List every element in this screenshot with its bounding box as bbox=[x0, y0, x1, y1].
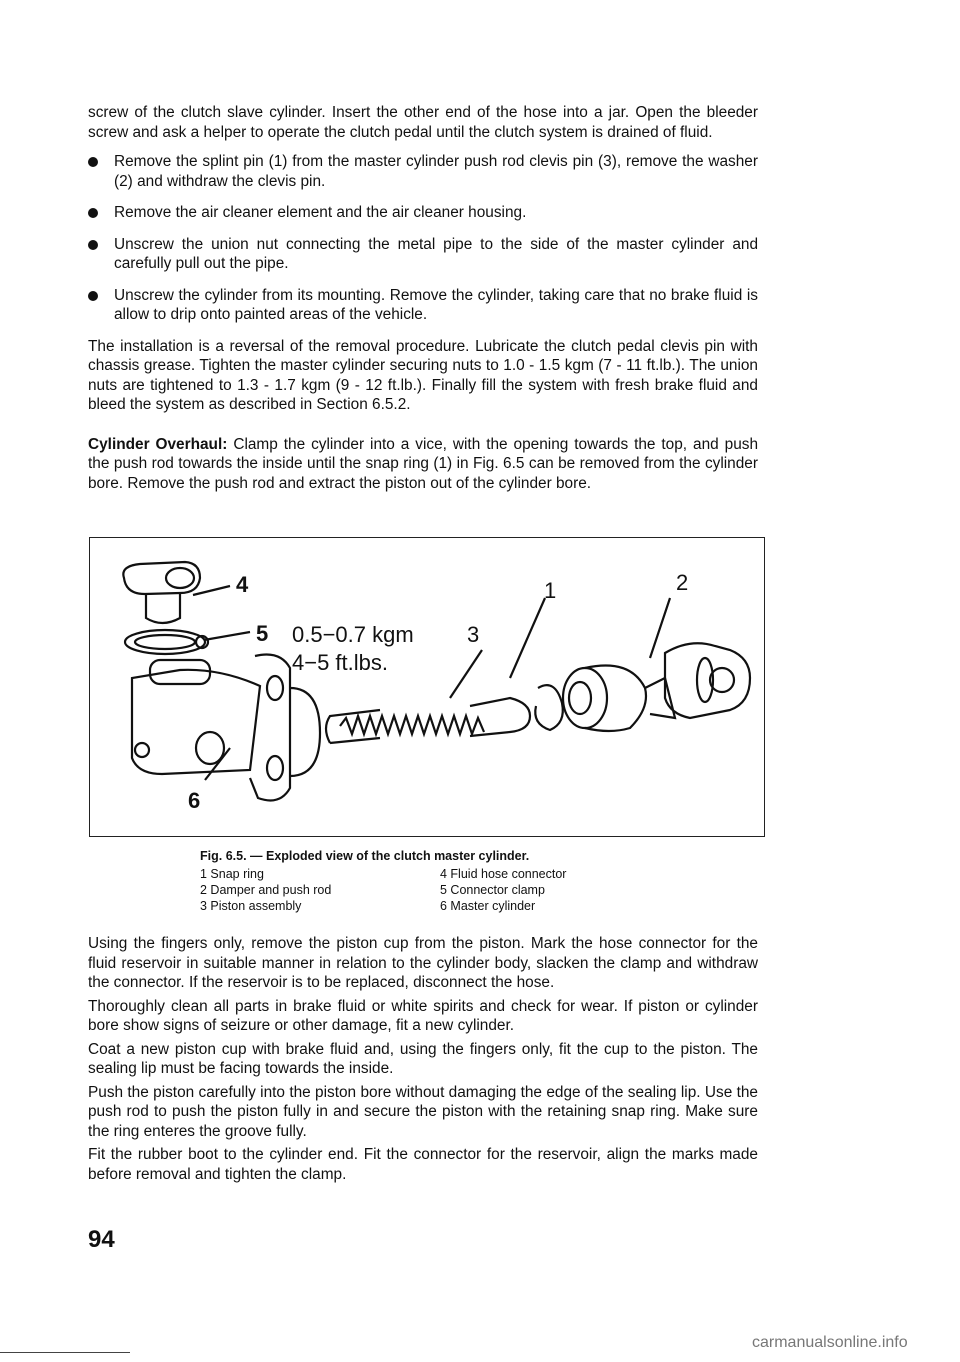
paragraph: Coat a new piston cup with brake fluid and, using the fingers only, fit the cup to the piston. The sealing lip must be facing towards the inside. bbox=[88, 1040, 758, 1077]
overhaul-text: Clamp the cylinder into a vice, with the opening towards the top, and push the push rod towards the inside until the snap ring (1) in Fig. 6.5 can be removed from the cylinder bore. Remove the push rod and extract the piston out of the cylinder bore. bbox=[88, 435, 759, 492]
callout-1: 1 bbox=[544, 578, 557, 603]
list-item: Unscrew the union nut connecting the metal pipe to the side of the master cylinder and carefully pull out the pipe. bbox=[88, 235, 758, 274]
callout-6: 6 bbox=[188, 788, 201, 813]
legend-item: 5 Connector clamp bbox=[440, 883, 545, 897]
callout-3: 3 bbox=[467, 622, 480, 647]
removal-steps-list bbox=[88, 152, 758, 325]
legend-item: 4 Fluid hose connector bbox=[440, 867, 567, 881]
footer-divider bbox=[0, 1352, 130, 1353]
list-item: Unscrew the cylinder from its mounting. Remove the cylinder, taking care that no brake fluid is allow to drip onto painted areas of the vehicle. bbox=[88, 286, 758, 325]
paragraph: Using the fingers only, remove the piston cup from the piston. Mark the hose connector for the fluid reservoir in suitable manner in relation to the cylinder body, slacken the clamp and withdraw the connector. If the reservoir is to be replaced, disconnect the hose. bbox=[88, 935, 758, 991]
legend-item: 1 Snap ring bbox=[200, 867, 264, 881]
torque-ftlbs-label: 4−5 ft.lbs. bbox=[292, 650, 389, 675]
paragraph: Push the piston carefully into the piston bore without damaging the edge of the sealing lip. Use the push rod to push the piston fully in and secure the piston with the retaining snap ring. Make sure the ring enteres the groove fully. bbox=[88, 1083, 758, 1140]
list-item: Remove the splint pin (1) from the master cylinder push rod clevis pin (3), remove the washer (2) and withdraw the clevis pin. bbox=[88, 152, 758, 191]
legend-item: 2 Damper and push rod bbox=[200, 883, 332, 897]
overhaul-steps-block bbox=[88, 934, 758, 1184]
bullet-icon bbox=[88, 157, 98, 167]
exploded-view-figure bbox=[89, 537, 765, 837]
caption-title: Fig. 6.5. — Exploded view of the clutch master cylinder. bbox=[200, 849, 530, 863]
bullet-icon bbox=[88, 240, 98, 250]
clutch-master-cylinder-drawing bbox=[90, 538, 764, 836]
installation-paragraph: The installation is a reversal of the removal procedure. Lubricate the clutch pedal clevis pin with chassis grease. Tighten the master cylinder securing nuts to 1.0 - 1.5 kgm (7 - 11 ft.lb.). The union nuts are tightened to 1.3 - 1.7 kgm (9 - 12 ft.lb.). Finally fill the system with fresh brake fluid and bleed the system as described in Section 6.5.2. bbox=[88, 337, 758, 413]
watermark: carmanualsonline.info bbox=[752, 1334, 908, 1351]
legend-item: 3 Piston assembly bbox=[200, 899, 302, 913]
callout-4: 4 bbox=[236, 572, 249, 597]
figure-caption bbox=[200, 848, 760, 914]
paragraph: Thoroughly clean all parts in brake fluid or white spirits and check for wear. If piston or cylinder bore show signs of seizure or other damage, fit a new cylinder. bbox=[88, 997, 758, 1034]
intro-block bbox=[88, 103, 758, 493]
callout-2: 2 bbox=[676, 570, 689, 595]
paragraph: Fit the rubber boot to the cylinder end. Fit the connector for the reservoir, align the marks made before removal and tighten the clamp. bbox=[88, 1146, 758, 1183]
bullet-icon bbox=[88, 291, 98, 301]
caption-legend bbox=[200, 866, 760, 914]
callout-5: 5 bbox=[256, 621, 269, 646]
legend-item: 6 Master cylinder bbox=[440, 899, 536, 913]
overhaul-paragraph bbox=[88, 435, 758, 494]
list-item: Remove the air cleaner element and the air cleaner housing. bbox=[88, 203, 758, 223]
bullet-icon bbox=[88, 208, 98, 218]
overhaul-heading: Cylinder Overhaul: bbox=[88, 435, 228, 453]
intro-paragraph: screw of the clutch slave cylinder. Insert the other end of the hose into a jar. Open the bleeder screw and ask a helper to operate the clutch pedal until the clutch system is drained of fluid. bbox=[88, 104, 758, 141]
torque-kgm-label: 0.5−0.7 kgm bbox=[292, 622, 414, 647]
page-number: 94 bbox=[88, 1226, 115, 1253]
